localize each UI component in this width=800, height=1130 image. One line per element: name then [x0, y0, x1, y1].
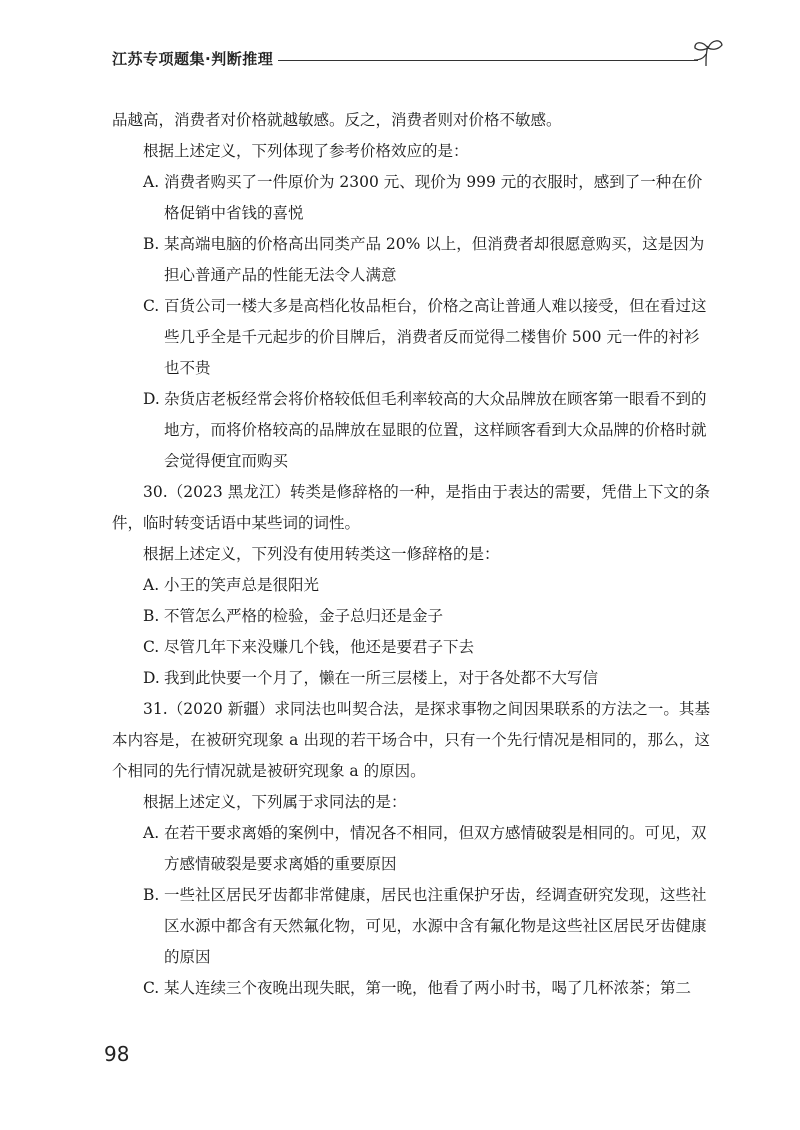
q29-option-d — [112, 384, 710, 477]
header-rule — [278, 60, 698, 61]
option-text: 杂货店老板经常会将价格较低但毛利率较高的大众品牌放在顾客第一眼看不到的地方，而将价格较高的品牌放在显眼的位置，这样顾客看到大众品牌的价格时就会觉得便宜而购买 — [164, 390, 707, 470]
header-title: 江苏专项题集·判断推理 — [112, 50, 274, 68]
q29-option-c — [112, 291, 710, 384]
option-text: 百货公司一楼大多是高档化妆品柜台，价格之高让普通人难以接受，但在看过这些几乎全是千元起步的价目牌后，消费者反而觉得二楼售价 500 元一件的衬衫也不贵 — [164, 297, 707, 377]
option-text: 小王的笑声总是很阳光 — [164, 576, 320, 594]
option-text: 尽管几年下来没赚几个钱，他还是要君子下去 — [164, 638, 475, 656]
page-number: 98 — [104, 1042, 130, 1066]
option-text: 某人连续三个夜晚出现失眠，第一晚，他看了两小时书，喝了几杯浓茶；第二 — [164, 979, 692, 997]
q29-option-b — [112, 229, 710, 291]
option-letter: A. — [143, 824, 160, 842]
option-text: 某高端电脑的价格高出同类产品 20% 以上，但消费者却很愿意购买，这是因为担心普通产品的性能无法令人满意 — [164, 235, 705, 284]
q31-option-b — [112, 880, 710, 973]
q30-prompt: 根据上述定义，下列没有使用转类这一修辞格的是： — [143, 545, 500, 563]
q30-stem: 30.（2023 黑龙江）转类是修辞格的一种，是指由于表达的需要，凭借上下文的条件，临时转变话语中某些词的词性。 — [112, 483, 710, 532]
q29-prompt: 根据上述定义，下列体现了参考价格效应的是： — [143, 142, 469, 160]
option-text: 消费者购买了一件原价为 2300 元、现价为 999 元的衣服时，感到了一种在价格促销中省钱的喜悦 — [164, 173, 703, 222]
option-text: 不管怎么严格的检验，金子总归还是金子 — [164, 607, 444, 625]
q31-option-c — [112, 973, 710, 1004]
option-letter: B. — [143, 886, 160, 904]
option-text: 一些社区居民牙齿都非常健康，居民也注重保护牙齿，经调查研究发现，这些社区水源中都含有天然氟化物，可见，水源中含有氟化物是这些社区居民牙齿健康的原因 — [164, 886, 707, 966]
option-letter: C. — [143, 638, 160, 656]
q29-option-a — [112, 167, 710, 229]
q31-stem: 31.（2020 新疆）求同法也叫契合法，是探求事物之间因果联系的方法之一。其基本内容是，在被研究现象 a 出现的若干场合中，只有一个先行情况是相同的，那么，这个相同的先行情况就是被研究现象 a 的原因。 — [112, 700, 710, 780]
q30-option-b — [112, 601, 710, 632]
q31-prompt: 根据上述定义，下列属于求同法的是： — [143, 793, 407, 811]
q30-option-a — [112, 570, 710, 601]
option-text: 我到此快要一个月了，懒在一所三层楼上，对于各处都不大写信 — [164, 669, 599, 687]
option-letter: C. — [143, 297, 160, 315]
option-letter: D. — [143, 669, 160, 687]
sprout-leaf-icon — [690, 36, 726, 72]
page-body — [112, 105, 710, 1004]
q29-continuation: 品越高，消费者对价格就越敏感。反之，消费者则对价格不敏感。 — [112, 111, 562, 129]
q30-option-d — [112, 663, 710, 694]
option-letter: D. — [143, 390, 160, 408]
q30-option-c — [112, 632, 710, 663]
option-letter: B. — [143, 235, 160, 253]
option-text: 在若干要求离婚的案例中，情况各不相同，但双方感情破裂是相同的。可见，双方感情破裂是要求离婚的重要原因 — [164, 824, 707, 873]
option-letter: C. — [143, 979, 160, 997]
q31-option-a — [112, 818, 710, 880]
running-header — [112, 44, 724, 76]
option-letter: B. — [143, 607, 160, 625]
option-letter: A. — [143, 173, 160, 191]
option-letter: A. — [143, 576, 160, 594]
